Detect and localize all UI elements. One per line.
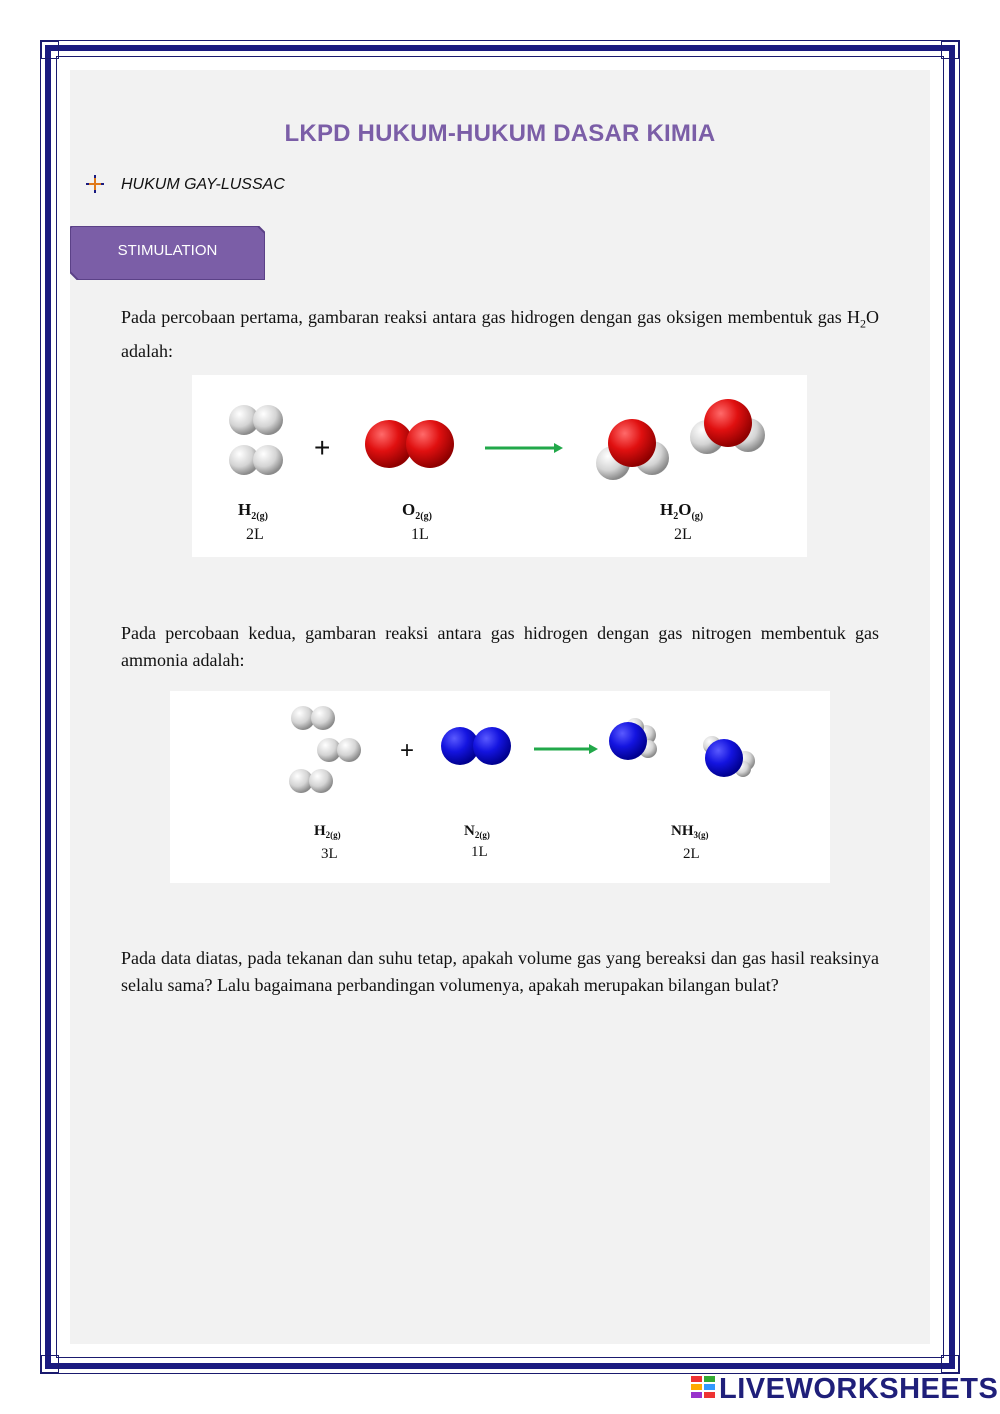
plus-sign-2: + xyxy=(400,737,415,764)
reaction-figure-1 xyxy=(192,375,807,557)
reaction-arrow-2 xyxy=(534,744,598,754)
o2-formula: $O_{2(g)}$ xyxy=(402,500,432,522)
corner-ornament-bl xyxy=(41,1355,59,1373)
h2o-formula: $H_2O_{(g)}$ xyxy=(660,500,704,522)
h2-molecule-c xyxy=(289,769,333,793)
section-tab-label: STIMULATION xyxy=(117,242,218,259)
reaction-arrow xyxy=(485,443,563,453)
h2o-molecule-1 xyxy=(596,419,669,480)
liveworksheets-logo-icon xyxy=(691,1376,717,1404)
paragraph-1-tail: O adalah: xyxy=(121,307,879,361)
reaction-figure-2 xyxy=(170,691,830,883)
nh3-volume: 2L xyxy=(683,846,700,862)
corner-ornament-br xyxy=(941,1355,959,1373)
h2-formula-2: $H_{2(g)}$ xyxy=(314,823,341,840)
reaction-figure-2-graphic xyxy=(170,691,830,883)
o2-volume: 1L xyxy=(411,526,429,543)
reaction-figure-1-graphic xyxy=(192,375,807,557)
h2o-molecule-2 xyxy=(690,399,765,454)
h2-volume-2: 3L xyxy=(321,846,338,862)
paragraph-3: Pada data diatas, pada tekanan dan suhu tetap, apakah volume gas yang bereaksi dan gas hasil reaksinya selalu sama? Lalu bagaimana perbandingan volumenya, apakah merupakan bilangan bulat? xyxy=(121,948,879,995)
paragraph-2: Pada percobaan kedua, gambaran reaksi antara gas hidrogen dengan gas nitrogen membentuk gas ammonia adalah: xyxy=(121,623,879,670)
plus-sign: + xyxy=(314,432,331,463)
n2-volume: 1L xyxy=(471,844,488,860)
h2-molecule-2 xyxy=(229,445,283,475)
o2-molecule xyxy=(365,420,454,468)
n2-molecule xyxy=(441,727,511,765)
bullet-arrow-icon xyxy=(85,174,105,194)
paragraph-1-text: Pada percobaan pertama, gambaran reaksi antara gas hidrogen dengan gas oksigen membentuk gas H xyxy=(121,307,860,327)
subheading: HUKUM GAY-LUSSAC xyxy=(121,176,285,193)
paragraph-1-subscript: 2 xyxy=(860,316,866,331)
corner-ornament-tr xyxy=(941,41,959,59)
nh3-molecule-1 xyxy=(609,718,657,760)
h2-volume-1: 2L xyxy=(246,526,264,543)
nh3-molecule-2 xyxy=(703,736,755,777)
paragraph-1 xyxy=(121,304,879,365)
liveworksheets-watermark: LIVEWORKSHEETS xyxy=(719,1373,999,1405)
h2-formula-1: $H_{2(g)}$ xyxy=(238,500,268,522)
corner-ornament-tl xyxy=(41,41,59,59)
page-title: LKPD HUKUM-HUKUM DASAR KIMIA xyxy=(284,120,716,147)
h2-molecule-1 xyxy=(229,405,283,435)
n2-formula: $N_{2(g)}$ xyxy=(464,823,490,840)
h2-molecule-a xyxy=(291,706,335,730)
h2o-volume: 2L xyxy=(674,526,692,543)
nh3-formula: $NH_{3(g)}$ xyxy=(671,823,709,840)
h2-molecule-b xyxy=(317,738,361,762)
